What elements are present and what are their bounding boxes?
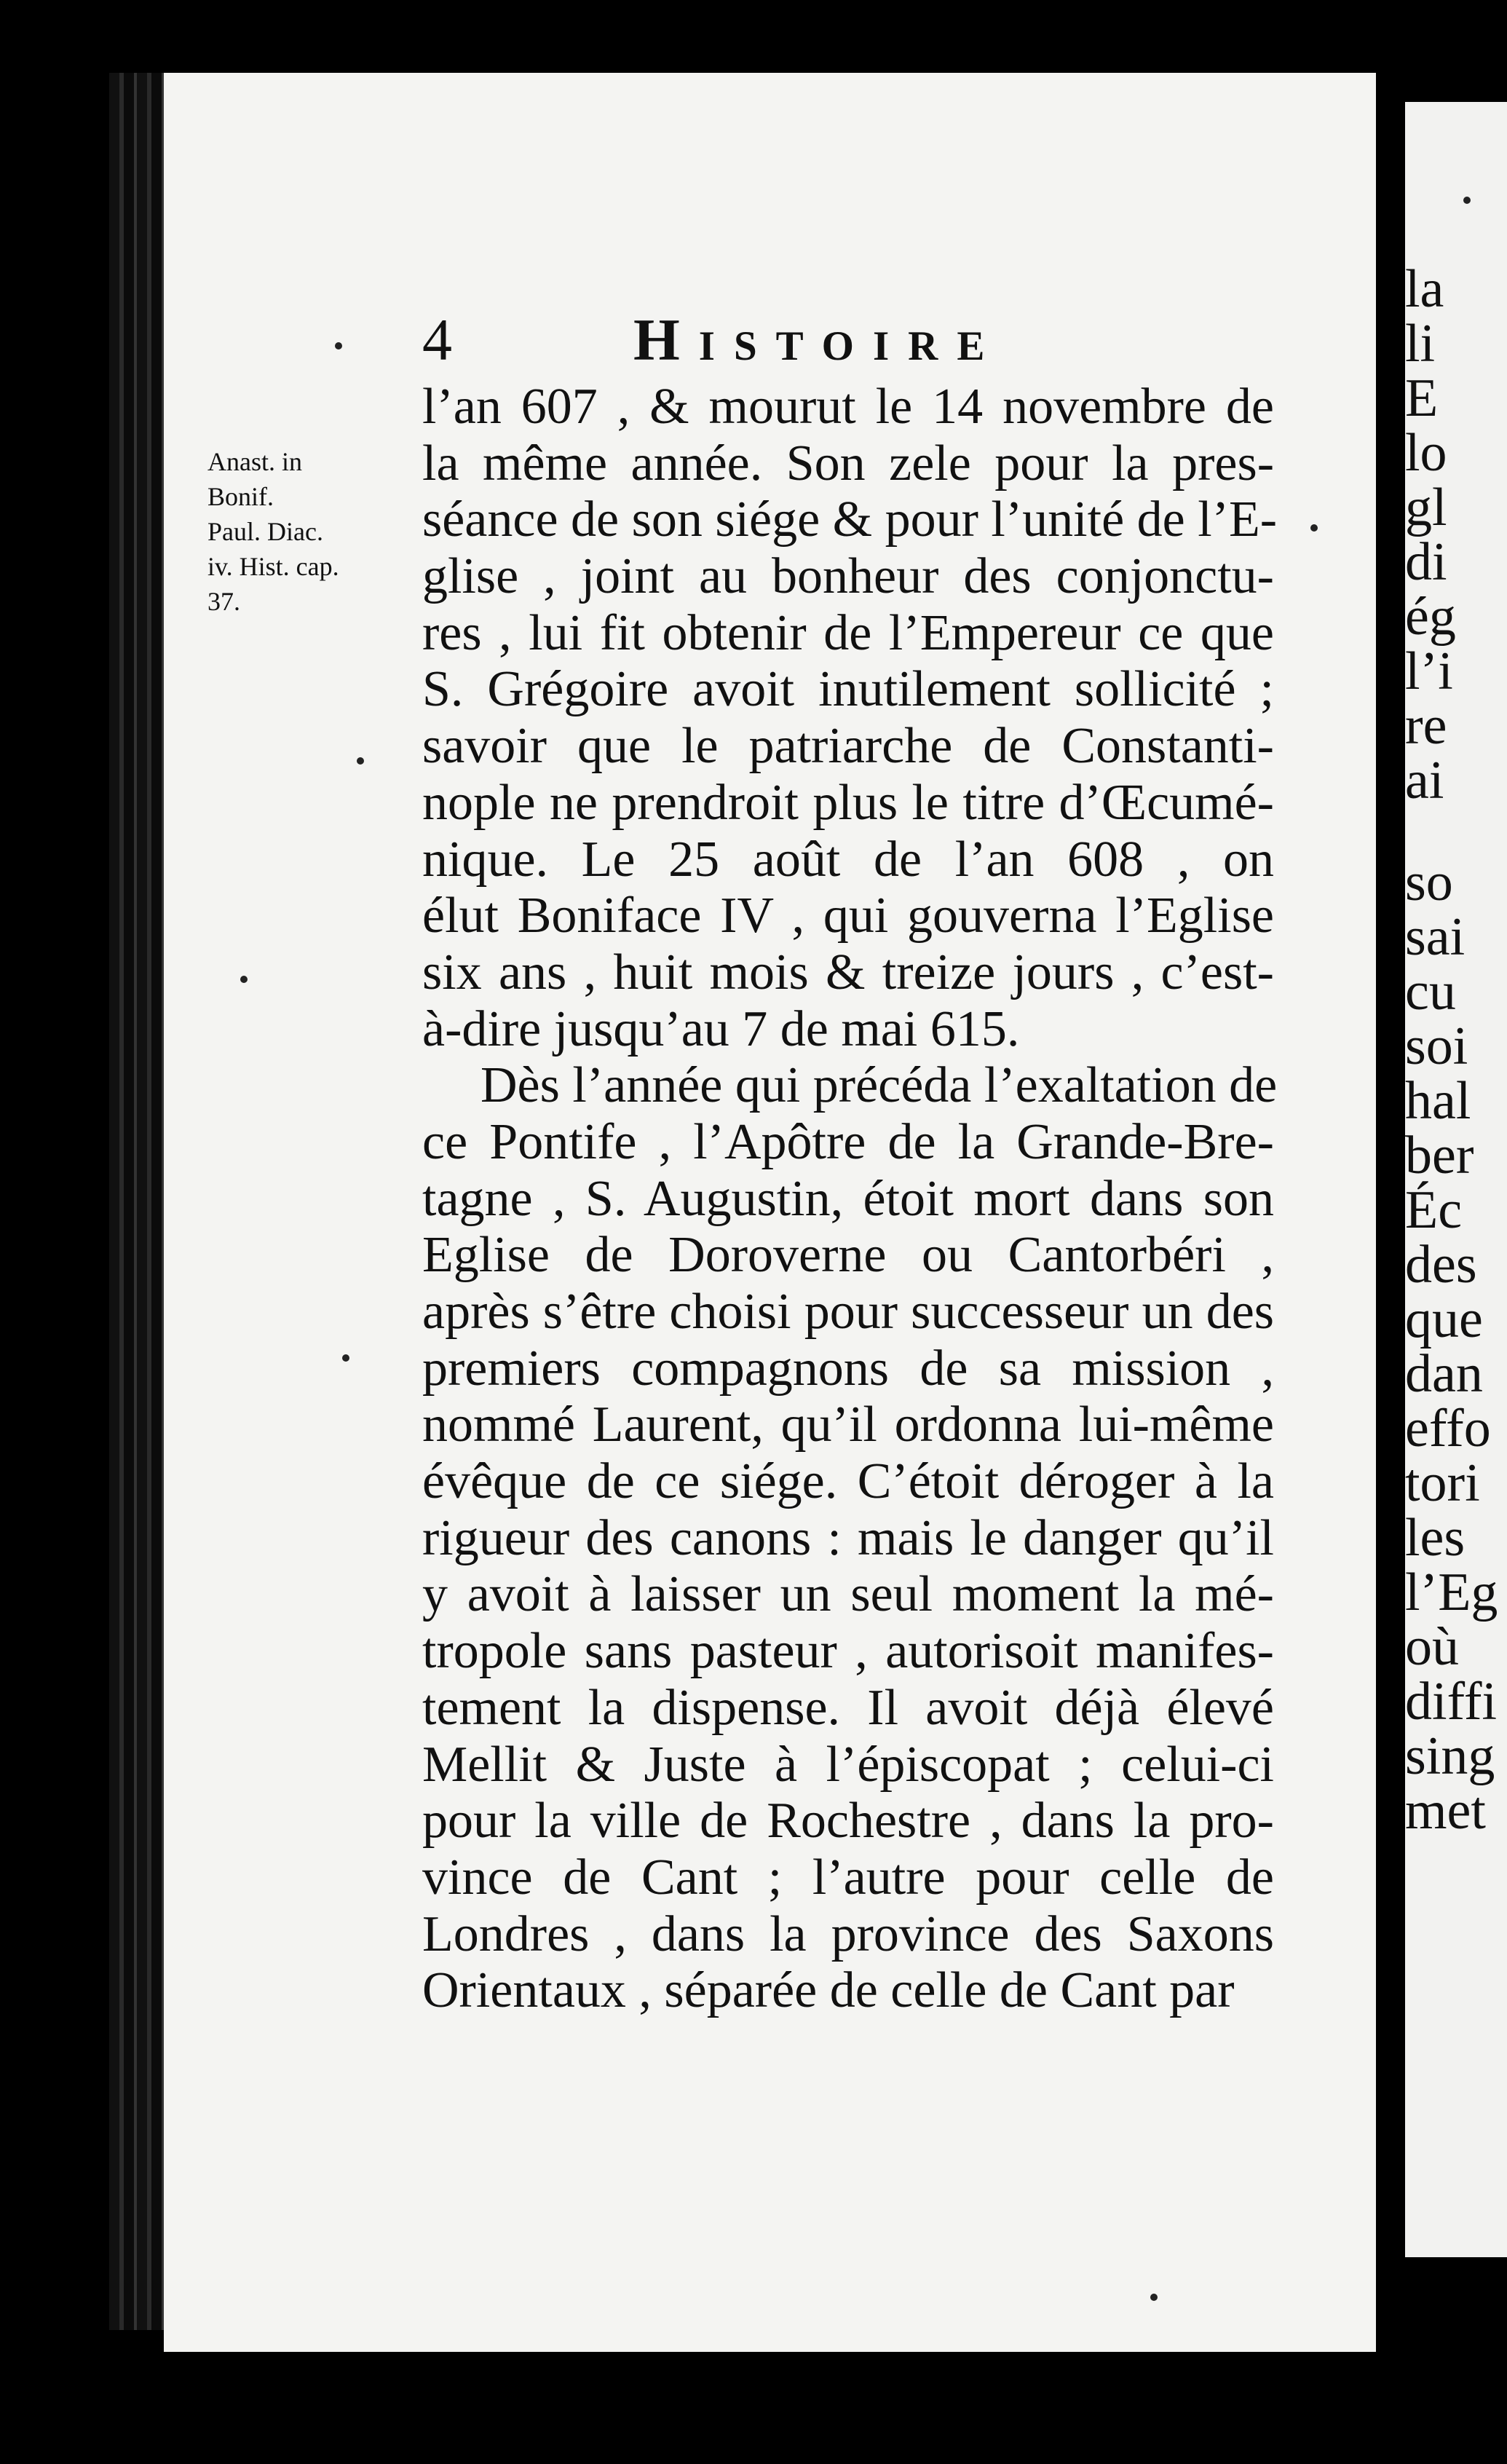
facing-page-fragment: cu: [1405, 962, 1456, 1022]
facing-page-fragment: effo: [1405, 1399, 1491, 1458]
text-line: élut Boniface IV , qui gouverna l’Eglise: [422, 888, 1274, 944]
text-line: évêque de ce siége. C’étoit déroger à la: [422, 1453, 1274, 1510]
margin-note-line: Bonif.: [207, 482, 274, 511]
facing-page-fragment: li: [1405, 314, 1436, 374]
facing-page-fragment: ber: [1405, 1126, 1474, 1185]
facing-page-fragment: so: [1405, 853, 1453, 912]
facing-page-fragment: l’Eg: [1405, 1563, 1498, 1622]
facing-page-fragment: met: [1405, 1781, 1486, 1841]
text-line: nommé Laurent, qu’il ordonna lui-même: [422, 1397, 1274, 1453]
ink-speck: [1150, 2294, 1158, 2301]
facing-page-fragment: dan: [1405, 1344, 1483, 1404]
text-line: l’an 607 , & mourut le 14 novembre de: [422, 379, 1274, 435]
facing-page-fragment: re: [1405, 696, 1447, 756]
facing-page-fragment: l’i: [1405, 641, 1453, 701]
margin-note-line: iv. Hist. cap.: [207, 552, 339, 581]
facing-page-fragment: ég: [1405, 587, 1456, 647]
body-text: [422, 379, 1278, 2019]
facing-page-fragment: E: [1405, 368, 1439, 428]
facing-page-fragment: ai: [1405, 751, 1444, 810]
text-line: Londres , dans la province des Saxons: [422, 1906, 1274, 1962]
ink-speck: [1310, 524, 1318, 532]
text-line: à-dire jusqu’au 7 de mai 615.: [422, 1000, 1020, 1057]
text-line: premiers compagnons de sa mission ,: [422, 1340, 1274, 1397]
facing-page-fragment: gl: [1405, 478, 1447, 537]
text-line: S. Grégoire avoit inutilement sollicité ;: [422, 661, 1274, 718]
facing-page-fragment: soi: [1405, 1016, 1468, 1076]
ink-speck: [357, 757, 364, 765]
facing-page-fragment: di: [1405, 532, 1447, 592]
margin-note-line: Paul. Diac.: [207, 517, 323, 546]
ink-speck: [1463, 197, 1471, 204]
text-line: glise , joint au bonheur des conjonctu-: [422, 548, 1274, 605]
facing-page-fragment: hal: [1405, 1071, 1471, 1131]
text-line: Dès l’année qui précéda l’exaltation de: [480, 1057, 1278, 1114]
text-line: Eglise de Doroverne ou Cantorbéri ,: [422, 1227, 1274, 1284]
text-line: nople ne prendroit plus le titre d’Œcumé-: [422, 774, 1274, 831]
text-line: six ans , huit mois & treize jours , c’est-: [422, 944, 1274, 1000]
facing-page-fragment: lo: [1405, 423, 1447, 483]
facing-page-fragment: des: [1405, 1235, 1477, 1295]
page-number: 4: [422, 307, 452, 373]
running-title: Histoire: [633, 307, 1004, 373]
text-line: Mellit & Juste à l’épiscopat ; celui-ci: [422, 1736, 1274, 1793]
text-line: vince de Cant ; l’autre pour celle de: [422, 1849, 1274, 1906]
facing-page-fragment: sai: [1405, 907, 1466, 967]
facing-page-fragment: Éc: [1405, 1180, 1463, 1240]
text-line: tagne , S. Augustin, étoit mort dans son: [422, 1170, 1274, 1227]
text-line: la même année. Son zele pour la pres-: [422, 435, 1274, 491]
text-line: tropole sans pasteur , autorisoit manifes-: [422, 1623, 1274, 1680]
text-line: tement la dispense. Il avoit déjà élevé: [422, 1679, 1274, 1736]
margin-notes: [207, 444, 419, 619]
facing-page-edge: [1405, 102, 1507, 2257]
text-line: séance de son siége & pour l’unité de l’E-: [422, 491, 1278, 548]
text-line: rigueur des canons : mais le danger qu’il: [422, 1509, 1274, 1566]
facing-page-fragment: où: [1405, 1617, 1459, 1677]
text-line: pour la ville de Rochestre , dans la pro-: [422, 1793, 1274, 1849]
text-line: après s’être choisi pour successeur un des: [422, 1284, 1274, 1340]
text-line: Orientaux , séparée de celle de Cant par: [422, 1962, 1235, 2019]
margin-note-line: 37.: [207, 587, 240, 616]
text-line: res , lui fit obtenir de l’Empereur ce que: [422, 604, 1274, 661]
facing-page-fragment: que: [1405, 1290, 1483, 1349]
facing-page-fragment: diffi: [1405, 1672, 1498, 1731]
ink-speck: [335, 342, 342, 350]
facing-page-fragment: sing: [1405, 1726, 1495, 1786]
text-line: nique. Le 25 août de l’an 608 , on: [422, 831, 1274, 888]
facing-page-fragment: tori: [1405, 1453, 1480, 1513]
facing-page-fragment: la: [1405, 259, 1444, 319]
text-line: ce Pontife , l’Apôtre de la Grande-Bre-: [422, 1113, 1274, 1170]
text-line: y avoit à laisser un seul moment la mé-: [422, 1566, 1274, 1623]
margin-note-line: Anast. in: [207, 447, 302, 476]
ink-speck: [342, 1354, 349, 1362]
facing-page-fragment: les: [1405, 1508, 1466, 1568]
text-line: savoir que le patriarche de Constanti-: [422, 718, 1274, 775]
ink-speck: [240, 976, 248, 983]
